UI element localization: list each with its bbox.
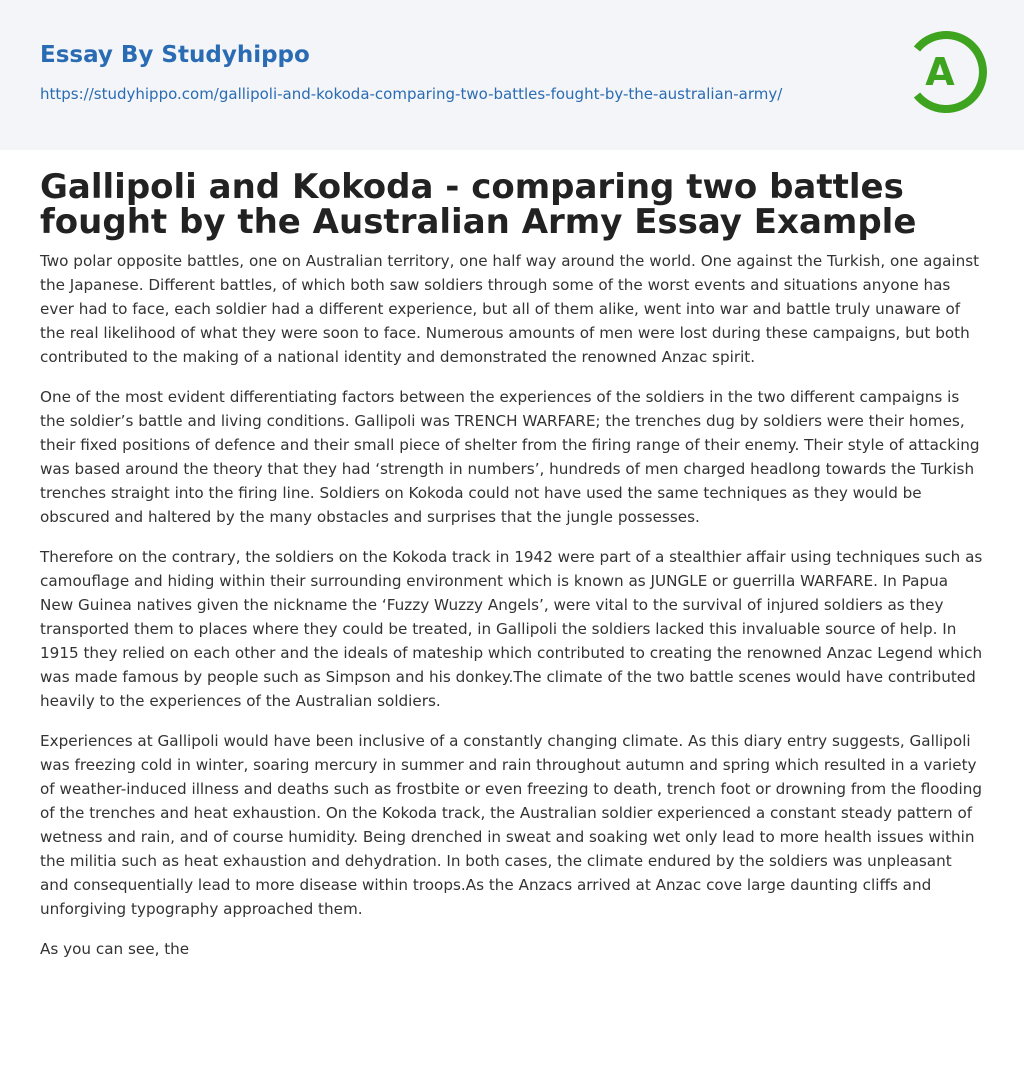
- essay-paragraph: Two polar opposite battles, one on Australian territory, one half way around the world. One against the Turkish, one against the Japanese. Different battles, of which both saw soldiers through some of the worst events and situations anyone has ever had to face, each soldier had a different experience, but all of them alike, went into war and battle truly unaware of the real likelihood of what they were soon to face. Numerous amounts of men were lost during these campaigns, but both contributed to the making of a national identity and demonstrated the renowned Anzac spirit.: [40, 252, 980, 366]
- studyhippo-logo-icon[interactable]: [904, 28, 988, 116]
- logo-letter: A: [925, 50, 955, 94]
- essay-paragraph: One of the most evident differentiating factors between the experiences of the soldiers in the two different campaigns is the soldier’s battle and living conditions. Gallipoli was TRENCH WARFARE; the trenches dug by soldiers were their homes, their fixed positions of defence and their small piece of shelter from the firing range of their enemy. Their style of attacking was based around the theory that they had ‘strength in numbers’, hundreds of men charged headlong towards the Turkish trenches straight into the firing line. Soldiers on Kokoda could not have used the same techniques as they would be obscured and haltered by the many obstacles and surprises that the jungle possesses.: [40, 388, 980, 526]
- essay-paragraph: As you can see, the: [40, 940, 190, 958]
- essay-title: Gallipoli and Kokoda - comparing two battles fought by the Australian Army Essay Example: [40, 167, 917, 242]
- essay-paragraph: Therefore on the contrary, the soldiers on the Kokoda track in 1942 were part of a stealthier affair using techniques such as camouflage and hiding within their surrounding environment which is known as JUNGLE or guerrilla WARFARE. In Papua New Guinea natives given the nickname the ‘Fuzzy Wuzzy Angels’, were vital to the survival of injured soldiers as they transported them to places where they could be treated, in Gallipoli the soldiers lacked this invaluable source of help. In 1915 they relied on each other and the ideals of mateship which contributed to creating the renowned Anzac Legend which was made famous by people such as Simpson and his donkey.The climate of the two battle scenes would have contributed heavily to the experiences of the Australian soldiers.: [40, 548, 983, 710]
- essay-url-link[interactable]: https://studyhippo.com/gallipoli-and-kokoda-comparing-two-battles-fought-by-the-australian-army/: [40, 85, 783, 103]
- essay-paragraph: Experiences at Gallipoli would have been inclusive of a constantly changing climate. As this diary entry suggests, Gallipoli was freezing cold in winter, soaring mercury in summer and rain throughout autumn and spring which resulted in a variety of weather-induced illness and deaths such as frostbite or even freezing to death, trench foot or drowning from the flooding of the trenches and heat exhaustion. On the Kokoda track, the Australian soldier experienced a constant steady pattern of wetness and rain, and of course humidity. Being drenched in sweat and soaking wet only lead to more health issues within the militia such as heat exhaustion and dehydration. In both cases, the climate endured by the soldiers was unpleasant and consequentially lead to more disease within troops.As the Anzacs arrived at Anzac cove large daunting cliffs and unforgiving typography approached them.: [40, 732, 983, 918]
- site-header: [0, 0, 1024, 150]
- essay-body: [40, 249, 985, 977]
- site-brand[interactable]: Essay By Studyhippo: [40, 42, 310, 68]
